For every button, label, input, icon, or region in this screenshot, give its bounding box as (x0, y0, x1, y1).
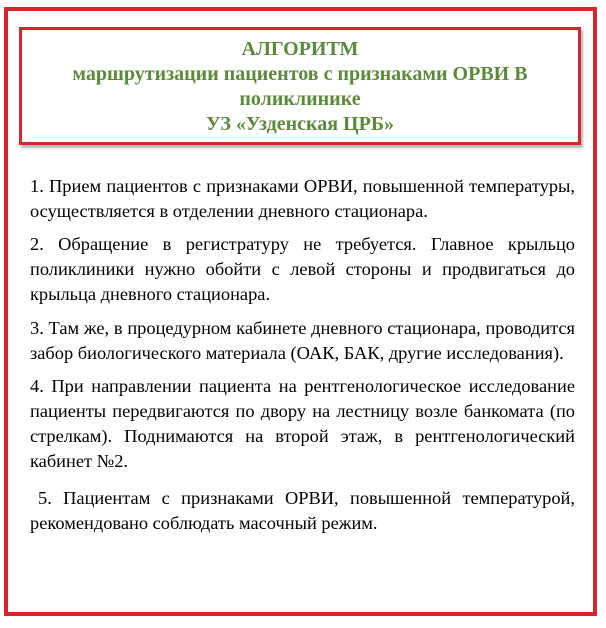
title-box (19, 27, 581, 145)
instructions-list (30, 174, 575, 544)
instruction-item-1: 1. Прием пациентов с признаками ОРВИ, повышенной температуры, осуществляется в отделении дневного стационара. (30, 176, 575, 221)
instruction-item-5: 5. Пациентам с признаками ОРВИ, повышенной температурой, рекомендовано соблюдать масочный режим. (30, 488, 575, 533)
instruction-item-2: 2. Обращение в регистратуру не требуется. Главное крыльцо поликлиники нужно обойти с левой стороны и продвигаться до крыльца дневного стационара. (30, 234, 575, 304)
instruction-item-3: 3. Там же, в процедурном кабинете дневного стационара, проводится забор биологического материала (ОАК, БАК, другие исследования). (30, 318, 575, 363)
title-subtitle-line-2: поликлинике (239, 88, 361, 110)
title-heading: АЛГОРИТМ (241, 38, 359, 60)
title-organization: УЗ «Узденская ЦРБ» (205, 113, 395, 135)
instruction-item-4: 4. При направлении пациента на рентгенологическое исследование пациенты передвигаются по двору на лестницу возле банкомата (по стрелкам). Поднимаются на второй этаж, в рентгенологический кабинет №2. (30, 376, 575, 471)
title-subtitle-line-1: маршрутизации пациентов с признаками ОРВИ В (72, 63, 528, 85)
